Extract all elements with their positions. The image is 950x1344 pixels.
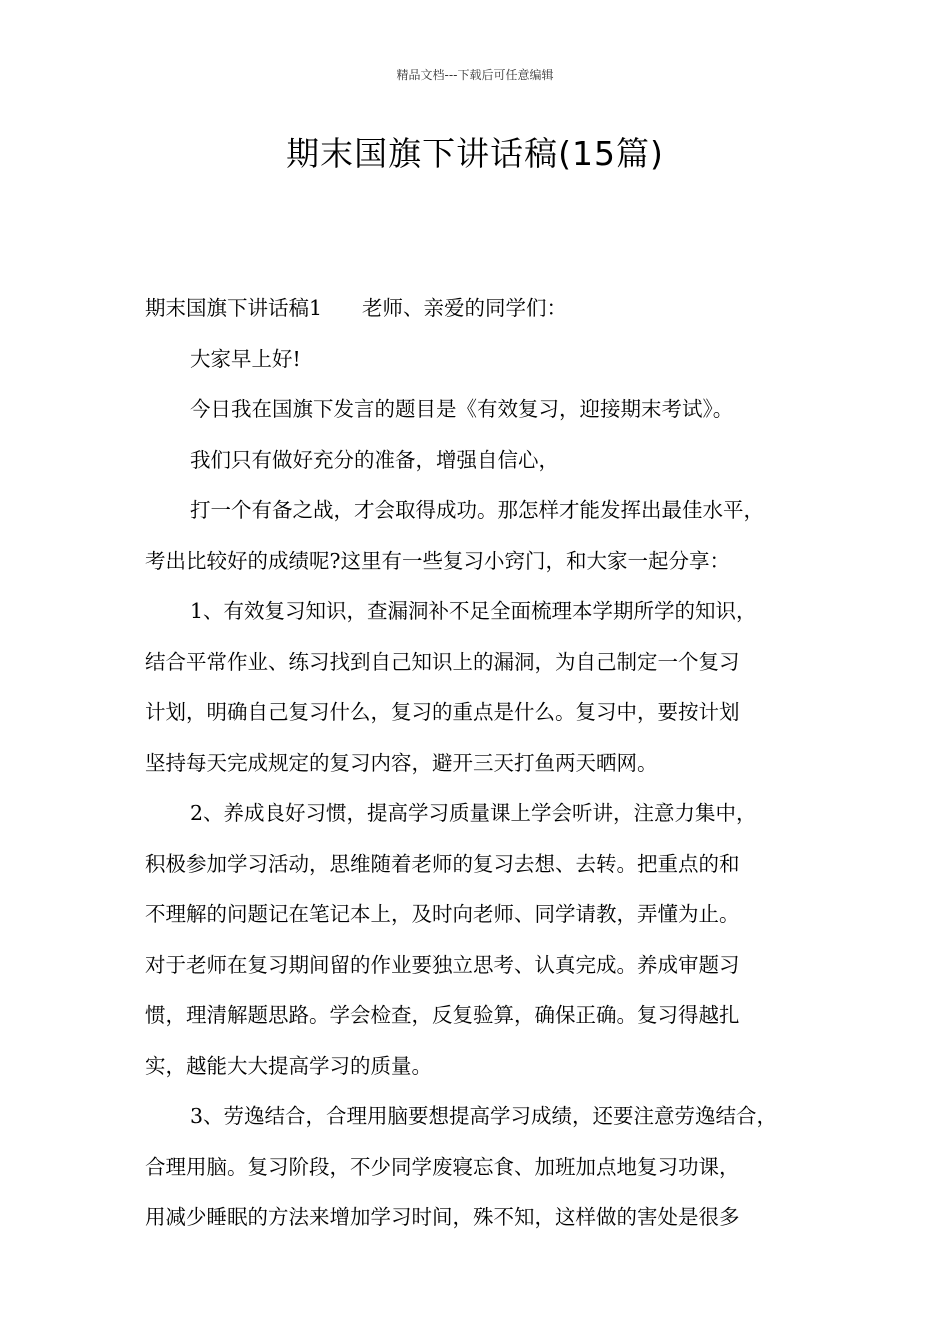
- paragraph-line: 不理解的问题记在笔记本上，及时向老师、同学请教，弄懂为止。: [145, 902, 740, 926]
- paragraph-line: 积极参加学习活动，思维随着老师的复习去想、去转。把重点的和: [145, 851, 740, 876]
- paragraph-line: 对于老师在复习期间留的作业要独立思考、认真完成。养成审题习: [145, 952, 740, 977]
- paragraph-line: 实，越能大大提高学习的质量。: [145, 1053, 432, 1078]
- paragraph-line: 结合平常作业、练习找到自己知识上的漏洞，为自己制定一个复习: [145, 649, 740, 674]
- paragraph-line: 打一个有备之战，才会取得成功。那怎样才能发挥出最佳水平，: [190, 498, 764, 522]
- paragraph-line: 用减少睡眠的方法来增加学习时间，殊不知，这样做的害处是很多: [145, 1205, 740, 1229]
- document-body: [145, 283, 825, 1243]
- header-note: 精品文档---下载后可任意编辑: [396, 68, 554, 82]
- paragraph-line: 2、养成良好习惯，提高学习质量课上学会听讲，注意力集中，: [190, 801, 757, 825]
- paragraph-line: 3、劳逸结合，合理用脑要想提高学习成绩，还要注意劳逸结合，: [190, 1104, 778, 1128]
- paragraph-line: 大家早上好!: [190, 346, 301, 371]
- page-title: 期末国旗下讲话稿(15篇): [286, 134, 664, 173]
- paragraph-line: 坚持每天完成规定的复习内容，避开三天打鱼两天晒网。: [145, 750, 658, 775]
- paragraph-line: 考出比较好的成绩呢?这里有一些复习小窍门，和大家一起分享：: [145, 548, 730, 573]
- paragraph-line: [145, 283, 825, 334]
- paragraph-line: 1、有效复习知识，查漏洞补不足全面梳理本学期所学的知识，: [190, 599, 757, 623]
- greeting-text: 老师、亲爱的同学们：: [362, 296, 568, 320]
- paragraph-line: 我们只有做好充分的准备，增强自信心，: [190, 447, 559, 472]
- paragraph-line: 惯，理清解题思路。学会检查，反复验算，确保正确。复习得越扎: [145, 1003, 740, 1027]
- paragraph-line: 今日我在国旗下发言的题目是《有效复习，迎接期末考试》。: [190, 397, 734, 421]
- paragraph-line: 计划，明确自己复习什么，复习的重点是什么。复习中，要按计划: [145, 700, 740, 724]
- paragraph-line: 合理用脑。复习阶段，不少同学废寝忘食、加班加点地复习功课，: [145, 1154, 740, 1179]
- section-label: 期末国旗下讲话稿1: [145, 296, 323, 320]
